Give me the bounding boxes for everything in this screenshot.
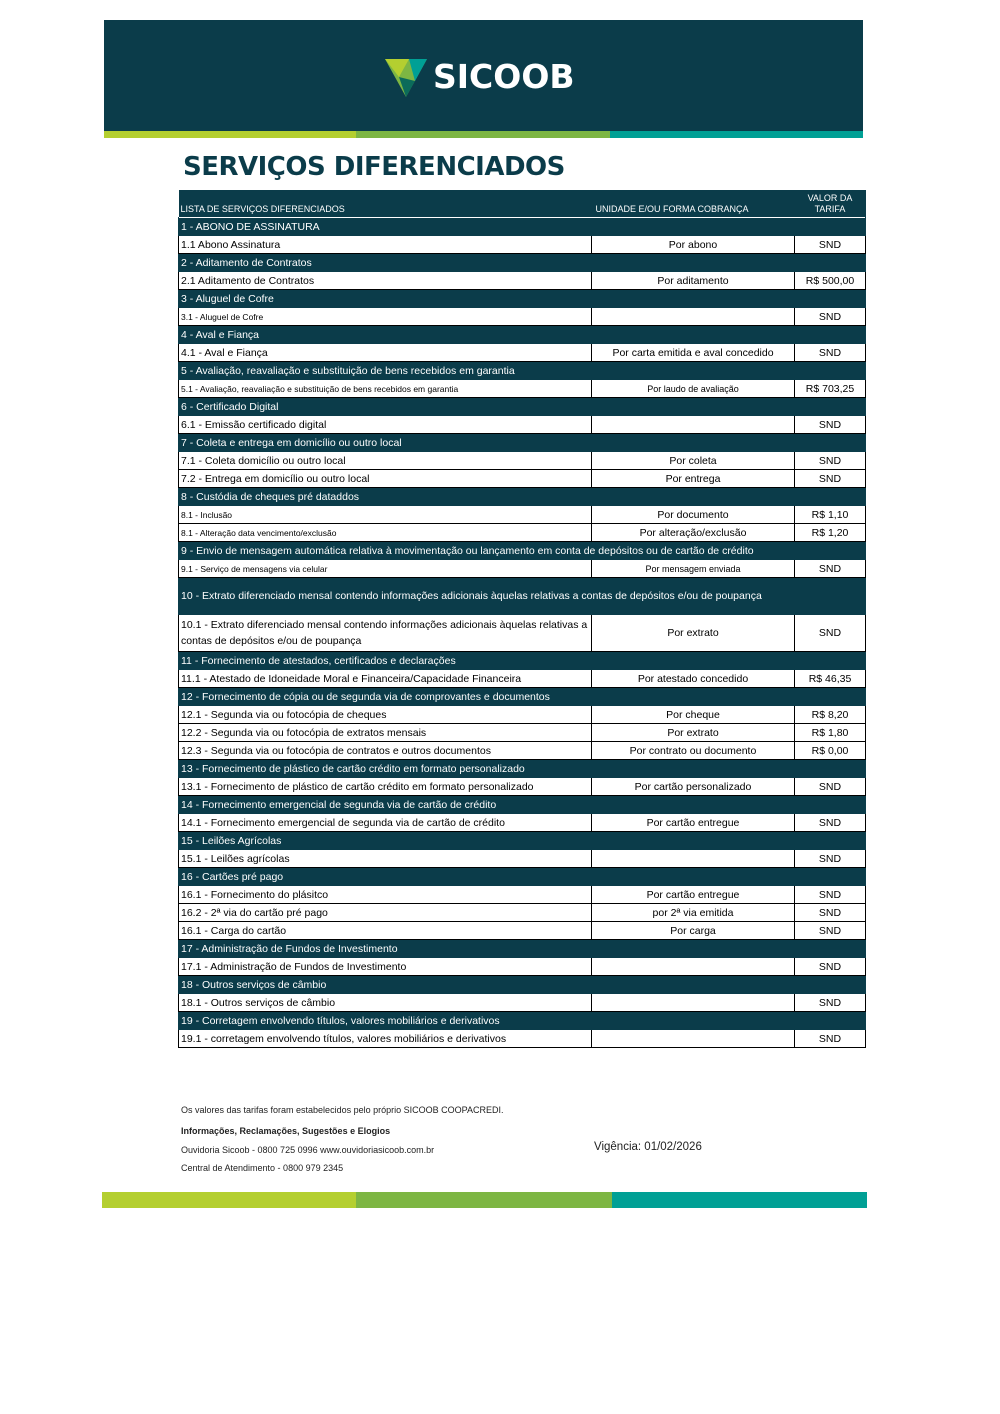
- footer-stripe-lime: [102, 1192, 356, 1208]
- category-label: 2 - Aditamento de Contratos: [179, 254, 866, 272]
- table-row: [179, 886, 866, 904]
- table-row: [179, 506, 866, 524]
- charge-unit: Por aditamento: [592, 272, 795, 290]
- charge-unit: Por alteração/exclusão: [592, 524, 795, 542]
- tariff-value: SND: [795, 886, 866, 904]
- table-row: [179, 1030, 866, 1048]
- service-name: 12.2 - Segunda via ou fotocópia de extratos mensais: [179, 724, 592, 742]
- table-row: [179, 778, 866, 796]
- table-header-row: [179, 190, 866, 218]
- charge-unit: Por extrato: [592, 615, 795, 652]
- charge-unit: Por documento: [592, 506, 795, 524]
- service-name: 5.1 - Avaliação, reavaliação e substituição de bens recebidos em garantia: [179, 380, 592, 398]
- category-label: 15 - Leilões Agrícolas: [179, 832, 866, 850]
- page-title: SERVIÇOS DIFERENCIADOS: [183, 152, 565, 182]
- charge-unit: [592, 958, 795, 976]
- category-label: 11 - Fornecimento de atestados, certificados e declarações: [179, 652, 866, 670]
- category-row: [179, 542, 866, 560]
- tariff-value: SND: [795, 560, 866, 578]
- charge-unit: Por atestado concedido: [592, 670, 795, 688]
- category-row: [179, 326, 866, 344]
- footer-stripe-green: [356, 1192, 612, 1208]
- tariff-value: SND: [795, 344, 866, 362]
- tariff-value: SND: [795, 904, 866, 922]
- service-name: 6.1 - Emissão certificado digital: [179, 416, 592, 434]
- category-row: [179, 652, 866, 670]
- tariff-value: R$ 1,20: [795, 524, 866, 542]
- sicoob-logo-icon: [385, 57, 427, 97]
- service-name: 17.1 - Administração de Fundos de Investimento: [179, 958, 592, 976]
- tariff-value: SND: [795, 615, 866, 652]
- charge-unit: Por mensagem enviada: [592, 560, 795, 578]
- tariff-value: SND: [795, 308, 866, 326]
- table-row: [179, 958, 866, 976]
- table-row: [179, 615, 866, 652]
- tariff-value: SND: [795, 958, 866, 976]
- table-row: [179, 272, 866, 290]
- header-list: LISTA DE SERVIÇOS DIFERENCIADOS: [179, 190, 592, 218]
- category-label: 7 - Coleta e entrega em domicílio ou outro local: [179, 434, 866, 452]
- category-label: 9 - Envio de mensagem automática relativa à movimentação ou lançamento em conta de depósitos ou de cartão de crédito: [179, 542, 866, 560]
- brand-name: SICOOB: [433, 57, 575, 96]
- tariff-value: SND: [795, 416, 866, 434]
- service-name: 11.1 - Atestado de Idoneidade Moral e Financeira/Capacidade Financeira: [179, 670, 592, 688]
- service-name: 15.1 - Leilões agrícolas: [179, 850, 592, 868]
- table-row: [179, 344, 866, 362]
- charge-unit: Por laudo de avaliação: [592, 380, 795, 398]
- tariff-value: SND: [795, 922, 866, 940]
- footer-note: Os valores das tarifas foram estabelecidos pelo próprio SICOOB COOPACREDI.: [181, 1105, 504, 1115]
- table-row: [179, 560, 866, 578]
- table-row: [179, 922, 866, 940]
- header-unit: UNIDADE E/OU FORMA COBRANÇA: [592, 190, 795, 218]
- table-row: [179, 814, 866, 832]
- service-name: 14.1 - Fornecimento emergencial de segunda via de cartão de crédito: [179, 814, 592, 832]
- charge-unit: Por cartão personalizado: [592, 778, 795, 796]
- charge-unit: [592, 416, 795, 434]
- table-row: [179, 236, 866, 254]
- category-row: [179, 940, 866, 958]
- charge-unit: Por coleta: [592, 452, 795, 470]
- charge-unit: [592, 308, 795, 326]
- service-name: 3.1 - Aluguel de Cofre: [179, 308, 592, 326]
- category-row: [179, 868, 866, 886]
- footer-info-heading: Informações, Reclamações, Sugestões e Elogios: [181, 1126, 391, 1136]
- tariff-value: SND: [795, 236, 866, 254]
- charge-unit: Por contrato ou documento: [592, 742, 795, 760]
- table-row: [179, 706, 866, 724]
- category-row: [179, 760, 866, 778]
- charge-unit: Por cartão entregue: [592, 814, 795, 832]
- tariff-value: SND: [795, 470, 866, 488]
- service-name: 1.1 Abono Assinatura: [179, 236, 592, 254]
- tariff-value: R$ 46,35: [795, 670, 866, 688]
- table-row: [179, 470, 866, 488]
- category-row: [179, 796, 866, 814]
- tariff-value: SND: [795, 778, 866, 796]
- table-row: [179, 380, 866, 398]
- service-name: 12.3 - Segunda via ou fotocópia de contratos e outros documentos: [179, 742, 592, 760]
- category-label: 10 - Extrato diferenciado mensal contendo informações adicionais àquelas relativas a contas de depósitos e/ou de poupança: [179, 578, 866, 615]
- header-stripe-lime: [104, 131, 356, 138]
- category-label: 1 - ABONO DE ASSINATURA: [179, 218, 866, 236]
- header-stripe-teal: [610, 131, 863, 138]
- category-label: 8 - Custódia de cheques pré dataddos: [179, 488, 866, 506]
- table-row: [179, 452, 866, 470]
- charge-unit: Por cartão entregue: [592, 886, 795, 904]
- charge-unit: Por carga: [592, 922, 795, 940]
- sicoob-logo: [385, 56, 575, 98]
- tariff-value: R$ 500,00: [795, 272, 866, 290]
- category-row: [179, 1012, 866, 1030]
- category-label: 13 - Fornecimento de plástico de cartão crédito em formato personalizado: [179, 760, 866, 778]
- service-name: 2.1 Aditamento de Contratos: [179, 272, 592, 290]
- tariff-value: SND: [795, 994, 866, 1012]
- tariff-value: R$ 8,20: [795, 706, 866, 724]
- category-label: 6 - Certificado Digital: [179, 398, 866, 416]
- category-row: [179, 290, 866, 308]
- charge-unit: Por cheque: [592, 706, 795, 724]
- service-name: 19.1 - corretagem envolvendo títulos, valores mobiliários e derivativos: [179, 1030, 592, 1048]
- header-value: VALOR DA TARIFA: [795, 190, 866, 218]
- charge-unit: Por extrato: [592, 724, 795, 742]
- footer-ouvidoria: Ouvidoria Sicoob - 0800 725 0996 www.ouvidoriasicoob.com.br: [181, 1145, 435, 1155]
- charge-unit: [592, 850, 795, 868]
- footer-central: Central de Atendimento - 0800 979 2345: [181, 1163, 344, 1173]
- category-row: [179, 976, 866, 994]
- category-label: 19 - Corretagem envolvendo títulos, valores mobiliários e derivativos: [179, 1012, 866, 1030]
- table-body: [179, 218, 866, 1048]
- service-name: 12.1 - Segunda via ou fotocópia de cheques: [179, 706, 592, 724]
- header-stripe-green: [356, 131, 610, 138]
- category-row: [179, 434, 866, 452]
- service-name: 10.1 - Extrato diferenciado mensal contendo informações adicionais àquelas relativas a contas de depósitos e/ou de poupança: [179, 615, 592, 652]
- service-name: 8.1 - Alteração data vencimento/exclusão: [179, 524, 592, 542]
- tariff-value: R$ 0,00: [795, 742, 866, 760]
- services-table: [178, 190, 866, 1048]
- charge-unit: Por abono: [592, 236, 795, 254]
- category-label: 17 - Administração de Fundos de Investimento: [179, 940, 866, 958]
- tariff-value: R$ 1,80: [795, 724, 866, 742]
- service-name: 13.1 - Fornecimento de plástico de cartão crédito em formato personalizado: [179, 778, 592, 796]
- service-name: 9.1 - Serviço de mensagens via celular: [179, 560, 592, 578]
- category-row: [179, 832, 866, 850]
- service-name: 7.2 - Entrega em domicílio ou outro local: [179, 470, 592, 488]
- charge-unit: [592, 1030, 795, 1048]
- service-name: 16.1 - Fornecimento do plásitco: [179, 886, 592, 904]
- category-row: [179, 254, 866, 272]
- category-row: [179, 578, 866, 615]
- charge-unit: Por carta emitida e aval concedido: [592, 344, 795, 362]
- category-label: 18 - Outros serviços de câmbio: [179, 976, 866, 994]
- category-row: [179, 398, 866, 416]
- table-row: [179, 416, 866, 434]
- vigencia-date: Vigência: 01/02/2026: [594, 1141, 702, 1153]
- category-label: 12 - Fornecimento de cópia ou de segunda via de comprovantes e documentos: [179, 688, 866, 706]
- service-name: 18.1 - Outros serviços de câmbio: [179, 994, 592, 1012]
- tariff-value: SND: [795, 850, 866, 868]
- table-row: [179, 670, 866, 688]
- service-name: 16.1 - Carga do cartão: [179, 922, 592, 940]
- category-row: [179, 688, 866, 706]
- charge-unit: por 2ª via emitida: [592, 904, 795, 922]
- footer-stripe-teal: [612, 1192, 867, 1208]
- table-row: [179, 994, 866, 1012]
- category-label: 16 - Cartões pré pago: [179, 868, 866, 886]
- service-name: 16.2 - 2ª via do cartão pré pago: [179, 904, 592, 922]
- service-name: 8.1 - Inclusão: [179, 506, 592, 524]
- category-row: [179, 362, 866, 380]
- tariff-value: SND: [795, 452, 866, 470]
- service-name: 4.1 - Aval e Fiança: [179, 344, 592, 362]
- tariff-value: SND: [795, 1030, 866, 1048]
- category-row: [179, 218, 866, 236]
- category-label: 3 - Aluguel de Cofre: [179, 290, 866, 308]
- table-row: [179, 308, 866, 326]
- category-row: [179, 488, 866, 506]
- table-row: [179, 524, 866, 542]
- category-label: 4 - Aval e Fiança: [179, 326, 866, 344]
- table-row: [179, 850, 866, 868]
- table-row: [179, 742, 866, 760]
- charge-unit: Por entrega: [592, 470, 795, 488]
- tariff-value: SND: [795, 814, 866, 832]
- category-label: 14 - Fornecimento emergencial de segunda via de cartão de crédito: [179, 796, 866, 814]
- table-row: [179, 724, 866, 742]
- tariff-value: R$ 703,25: [795, 380, 866, 398]
- tariff-value: R$ 1,10: [795, 506, 866, 524]
- table-row: [179, 904, 866, 922]
- category-label: 5 - Avaliação, reavaliação e substituição de bens recebidos em garantia: [179, 362, 866, 380]
- charge-unit: [592, 994, 795, 1012]
- service-name: 7.1 - Coleta domicílio ou outro local: [179, 452, 592, 470]
